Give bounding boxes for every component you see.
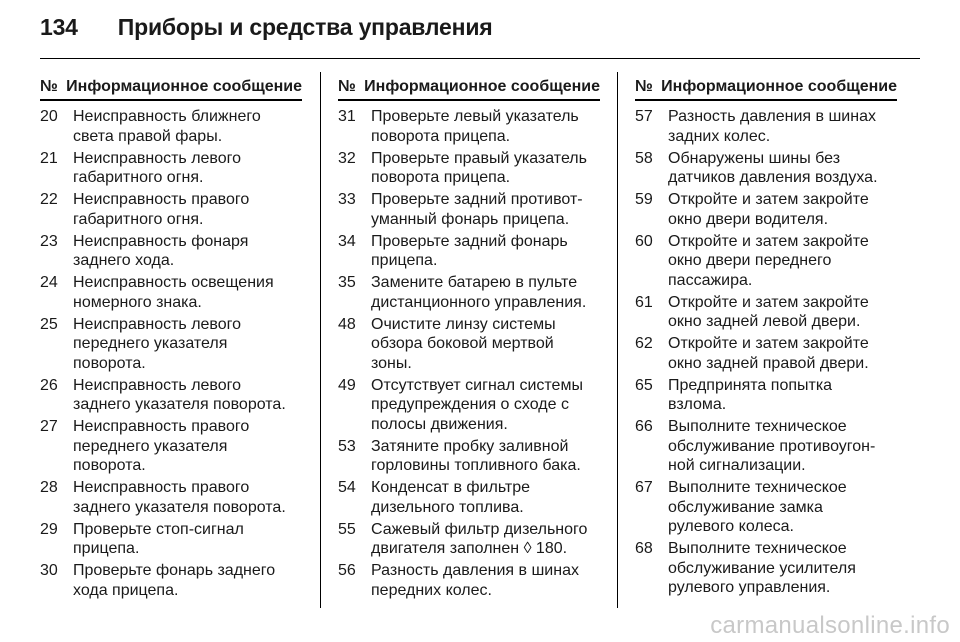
table-row xyxy=(338,190,600,229)
message-number: 32 xyxy=(338,149,356,167)
message-number: 62 xyxy=(635,335,653,352)
message-text: Предпринята попытка взлома. xyxy=(668,376,833,413)
table-row xyxy=(338,561,600,600)
table-row xyxy=(338,315,600,374)
message-number: 65 xyxy=(635,376,653,394)
page-header xyxy=(40,14,492,41)
table-row xyxy=(635,376,897,415)
table-header xyxy=(635,78,897,101)
message-text: Разность давления в шинах задних колес. xyxy=(668,108,876,145)
message-number: 35 xyxy=(338,274,356,291)
column-divider xyxy=(617,72,618,608)
message-text: Неисправность правого переднего указателя поворота. xyxy=(73,418,250,474)
table-row xyxy=(635,107,897,146)
message-text: Откройте и затем закройте окно двери переднего пассажира. xyxy=(668,232,869,289)
table-row xyxy=(40,561,302,600)
message-text: Обнаружены шины без датчиков давления воздуха. xyxy=(668,149,878,186)
message-text: Отсутствует сигнал системы предупреждения о сходе с полосы движения. xyxy=(371,376,583,433)
header-divider xyxy=(40,58,920,59)
table-row xyxy=(338,232,600,271)
message-number: 30 xyxy=(40,562,58,579)
table-row xyxy=(635,232,897,291)
table-row xyxy=(40,376,302,415)
table-row xyxy=(40,417,302,476)
message-number: 66 xyxy=(635,418,653,435)
table-row xyxy=(338,107,600,146)
message-number: 54 xyxy=(338,479,356,496)
message-number: 53 xyxy=(338,437,356,455)
message-number: 48 xyxy=(338,315,356,333)
message-number: 29 xyxy=(40,520,58,538)
message-text: Выполните техническое обслуживание противоугон- ной сигнализации. xyxy=(668,418,876,474)
message-text: Выполните техническое обслуживание замка рулевого колеса. xyxy=(668,479,847,535)
message-text: Откройте и затем закройте окно задней левой двери. xyxy=(668,293,869,330)
message-number: 31 xyxy=(338,108,356,125)
table-row xyxy=(635,334,897,373)
num-column-header: № xyxy=(338,78,356,95)
table-row xyxy=(40,149,302,188)
page-title: Приборы и средства управления xyxy=(117,14,493,40)
message-text: Неисправность ближнего света правой фары. xyxy=(73,108,261,145)
message-number: 20 xyxy=(40,108,58,125)
message-number: 59 xyxy=(635,191,653,208)
message-column-header: Информационное сообщение xyxy=(66,78,302,95)
message-number: 34 xyxy=(338,232,356,250)
message-column-header: Информационное сообщение xyxy=(661,78,897,95)
table-row xyxy=(40,273,302,312)
table-row xyxy=(635,478,897,537)
message-number: 55 xyxy=(338,520,356,538)
message-text: Неисправность правого габаритного огня. xyxy=(73,191,250,228)
message-number: 25 xyxy=(40,315,58,333)
message-number: 33 xyxy=(338,191,356,208)
table-row xyxy=(40,478,302,517)
message-text: Проверьте стоп-сигнал прицепа. xyxy=(73,520,244,557)
table-row xyxy=(635,293,897,332)
message-number: 60 xyxy=(635,232,653,250)
table-row xyxy=(40,190,302,229)
table-row xyxy=(40,232,302,271)
column-divider xyxy=(320,72,321,608)
message-text: Неисправность левого переднего указателя поворота. xyxy=(73,315,242,372)
message-text: Проверьте фонарь заднего хода прицепа. xyxy=(73,562,276,599)
table-row xyxy=(338,273,600,312)
message-number: 49 xyxy=(338,376,356,394)
message-text: Неисправность освещения номерного знака. xyxy=(73,274,274,311)
message-text: Неисправность левого габаритного огня. xyxy=(73,149,242,186)
message-number: 21 xyxy=(40,149,58,167)
table-row xyxy=(635,417,897,476)
message-text: Неисправность левого заднего указателя поворота. xyxy=(73,376,286,413)
table-header xyxy=(40,78,302,101)
message-text: Проверьте левый указатель поворота прицепа. xyxy=(371,108,579,145)
message-number: 67 xyxy=(635,479,653,496)
message-number: 56 xyxy=(338,562,356,579)
message-number: 26 xyxy=(40,376,58,394)
message-text: Откройте и затем закройте окно задней правой двери. xyxy=(668,335,869,372)
message-number: 24 xyxy=(40,274,58,291)
message-column-header: Информационное сообщение xyxy=(364,78,600,95)
message-text: Проверьте правый указатель поворота прицепа. xyxy=(371,149,587,186)
message-text: Проверьте задний противот- уманный фонарь прицепа. xyxy=(371,191,583,228)
message-number: 57 xyxy=(635,108,653,125)
watermark: carmanualsonline.info xyxy=(710,612,950,639)
message-text: Разность давления в шинах передних колес. xyxy=(371,562,579,599)
message-text: Откройте и затем закройте окно двери водителя. xyxy=(668,191,869,228)
message-table-column-1 xyxy=(40,78,302,603)
table-row xyxy=(40,107,302,146)
table-row xyxy=(338,437,600,476)
message-text: Проверьте задний фонарь прицепа. xyxy=(371,232,568,269)
num-column-header: № xyxy=(40,78,58,95)
table-row xyxy=(338,149,600,188)
message-text: Конденсат в фильтре дизельного топлива. xyxy=(371,479,531,516)
message-text: Сажевый фильтр дизельного двигателя заполнен ◊ 180. xyxy=(371,520,588,557)
message-text: Очистите линзу системы обзора боковой мертвой зоны. xyxy=(371,315,556,372)
page-number: 134 xyxy=(40,14,78,40)
table-row xyxy=(338,520,600,559)
message-text: Замените батарею в пульте дистанционного управления. xyxy=(371,274,587,311)
message-number: 58 xyxy=(635,149,653,167)
message-number: 61 xyxy=(635,293,653,311)
message-text: Выполните техническое обслуживание усилителя рулевого управления. xyxy=(668,540,856,596)
table-row xyxy=(338,478,600,517)
message-table-column-2 xyxy=(338,78,600,603)
table-row xyxy=(635,149,897,188)
table-row xyxy=(635,539,897,598)
table-row xyxy=(40,520,302,559)
message-number: 23 xyxy=(40,232,58,250)
table-row xyxy=(338,376,600,435)
message-number: 27 xyxy=(40,418,58,435)
message-table-column-3 xyxy=(635,78,897,600)
message-number: 68 xyxy=(635,540,653,557)
table-header xyxy=(338,78,600,101)
table-row xyxy=(635,190,897,229)
message-text: Неисправность правого заднего указателя поворота. xyxy=(73,479,286,516)
table-row xyxy=(40,315,302,374)
num-column-header: № xyxy=(635,78,653,95)
message-text: Затяните пробку заливной горловины топливного бака. xyxy=(371,437,581,474)
message-number: 22 xyxy=(40,191,58,208)
message-number: 28 xyxy=(40,479,58,496)
message-text: Неисправность фонаря заднего хода. xyxy=(73,232,249,269)
